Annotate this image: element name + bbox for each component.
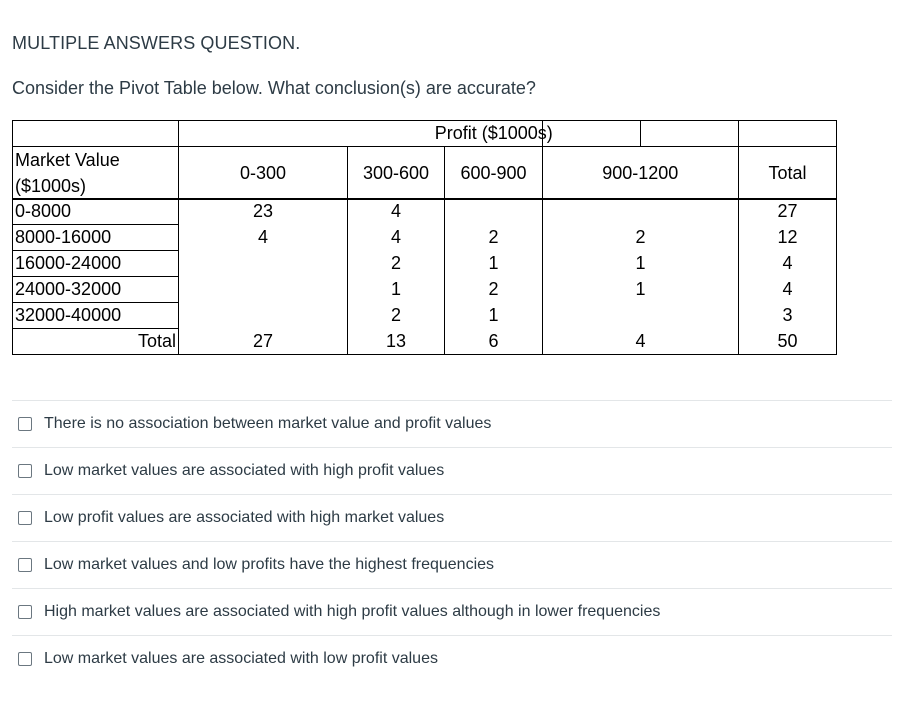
table-cell: 4 (543, 329, 739, 355)
answer-option[interactable] (12, 541, 892, 587)
pivot-table (12, 120, 837, 200)
pivot-column-header-row (13, 147, 837, 200)
answer-label: There is no association between market value and profit values (44, 414, 492, 432)
table-row (13, 303, 837, 329)
table-cell: 4 (739, 251, 837, 277)
question-type: MULTIPLE ANSWERS QUESTION. (12, 33, 301, 53)
answer-label: High market values are associated with high profit values although in lower frequencies (44, 602, 661, 620)
table-cell: 4 (348, 225, 445, 251)
table-row (13, 277, 837, 303)
pivot-header-row (13, 121, 837, 147)
answer-option[interactable] (12, 588, 892, 634)
header-blank-cell (179, 121, 348, 147)
table-cell: 1 (445, 303, 543, 329)
table-row (13, 225, 837, 251)
question-text: Consider the Pivot Table below. What conclusion(s) are accurate? (12, 78, 536, 98)
table-cell: 1 (543, 277, 739, 303)
header-blank-cell (543, 121, 641, 147)
row-header-line2: ($1000s) (15, 176, 87, 196)
checkbox-icon[interactable] (18, 605, 32, 619)
answer-label: Low profit values are associated with high market values (44, 508, 445, 526)
table-cell: 2 (543, 225, 739, 251)
table-cell: 4 (179, 225, 348, 251)
table-cell: 2 (445, 277, 543, 303)
header-title: Profit ($1000s) (434, 123, 553, 143)
table-cell: 6 (445, 329, 543, 355)
answer-option[interactable] (12, 494, 892, 540)
column-header (602, 147, 739, 200)
table-cell: 4 (348, 199, 445, 225)
table-cell: 2 (348, 303, 445, 329)
answer-label: Low market values are associated with low profit values (44, 649, 438, 667)
row-label: 8000-16000 (13, 225, 179, 251)
answer-option[interactable] (12, 447, 892, 493)
checkbox-icon[interactable] (18, 558, 32, 572)
table-cell: 1 (543, 251, 739, 277)
table-cell: 27 (739, 199, 837, 225)
row-header-cell (13, 147, 179, 200)
checkbox-icon[interactable] (18, 417, 32, 431)
table-cell: 1 (445, 251, 543, 277)
table-cell (179, 277, 348, 303)
table-cell (543, 303, 739, 329)
total-label: Total (13, 329, 179, 355)
header-blank-cell (739, 121, 837, 147)
corner-cell (13, 121, 179, 147)
table-cell: 2 (348, 251, 445, 277)
table-cell (179, 251, 348, 277)
checkbox-icon[interactable] (18, 652, 32, 666)
row-header-line1: Market Value (15, 150, 120, 170)
checkbox-icon[interactable] (18, 464, 32, 478)
answer-option[interactable] (12, 635, 892, 681)
table-cell: 3 (739, 303, 837, 329)
column-header: 600-900 (445, 147, 543, 200)
table-cell (445, 199, 543, 225)
answer-option[interactable] (12, 400, 892, 446)
row-label: 0-8000 (13, 199, 179, 225)
table-cell (179, 303, 348, 329)
row-label: 32000-40000 (13, 303, 179, 329)
column-header: 0-300 (179, 147, 348, 200)
table-row (13, 251, 837, 277)
column-header: Total (739, 147, 837, 200)
column-header-label: 900-1200 (602, 162, 679, 183)
table-cell: 50 (739, 329, 837, 355)
table-cell (543, 199, 739, 225)
row-label: 24000-32000 (13, 277, 179, 303)
table-cell: 13 (348, 329, 445, 355)
table-cell: 23 (179, 199, 348, 225)
checkbox-icon[interactable] (18, 511, 32, 525)
table-cell: 27 (179, 329, 348, 355)
answer-label: Low market values are associated with high profit values (44, 461, 445, 479)
table-cell: 2 (445, 225, 543, 251)
answer-label: Low market values and low profits have the highest frequencies (44, 555, 495, 573)
table-cell: 12 (739, 225, 837, 251)
table-row (13, 199, 837, 225)
pivot-table-body (12, 198, 837, 355)
column-header: 300-600 (348, 147, 445, 200)
header-title-cell (348, 121, 553, 147)
answer-list (12, 400, 892, 682)
row-label: 16000-24000 (13, 251, 179, 277)
header-blank-cell (641, 121, 739, 147)
table-cell: 4 (739, 277, 837, 303)
table-cell: 1 (348, 277, 445, 303)
total-row (13, 329, 837, 355)
